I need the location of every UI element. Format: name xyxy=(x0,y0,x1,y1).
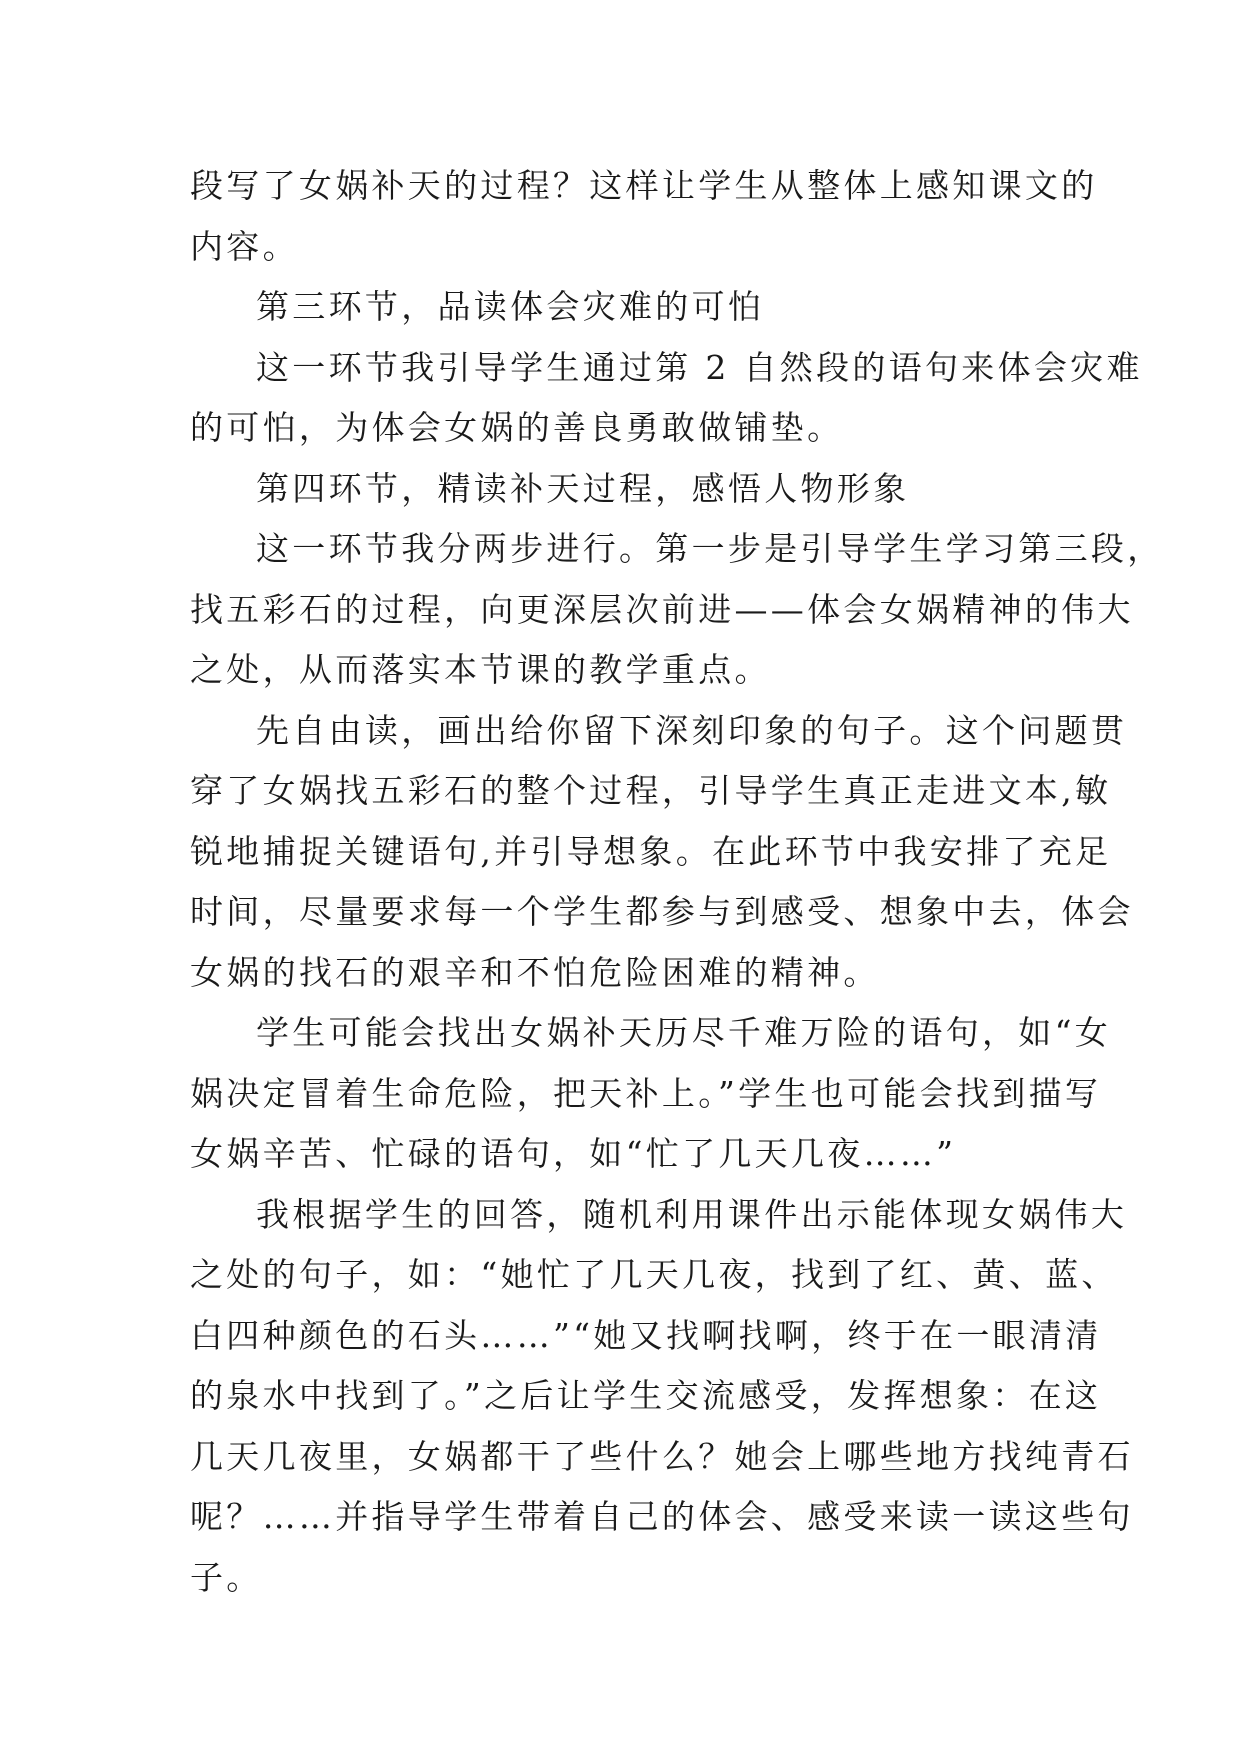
text-line: 内容。 xyxy=(190,226,299,266)
text-line: 呢？……并指导学生带着自己的体会、感受来读一读这些句 xyxy=(190,1497,1134,1536)
text-line: 之处的句子，如：“她忙了几天几夜，找到了红、黄、蓝、 xyxy=(190,1255,1118,1294)
text-line: 我根据学生的回答，随机利用课件出示能体现女娲伟大 xyxy=(256,1194,1128,1234)
text-line: 学生可能会找出女娲补天历尽千难万险的语句，如“女 xyxy=(256,1013,1112,1052)
text-line: 娲决定冒着生命危险，把天补上。”学生也可能会找到描写 xyxy=(190,1073,1102,1113)
text-line: 这一环节我分两步进行。第一步是引导学生学习第三段， xyxy=(256,529,1164,568)
text-line: 这一环节我引导学生通过第 2 自然段的语句来体会灾难 xyxy=(256,347,1143,387)
text-line: 之处，从而落实本节课的教学重点。 xyxy=(190,650,771,689)
text-line: 几天几夜里，女娲都干了些什么？她会上哪些地方找纯青石 xyxy=(190,1436,1134,1476)
text-line: 白四种颜色的石头……”“她又找啊找啊，终于在一眼清清 xyxy=(190,1315,1102,1355)
text-line: 的泉水中找到了。”之后让学生交流感受，发挥想象：在这 xyxy=(190,1376,1102,1415)
text-line: 段写了女娲补天的过程？这样让学生从整体上感知课文的 xyxy=(190,166,1098,205)
text-line: 的可怕，为体会女娲的善良勇敢做铺垫。 xyxy=(190,408,844,447)
text-line: 先自由读，画出给你留下深刻印象的句子。这个问题贯 xyxy=(256,710,1128,750)
text-line: 女娲辛苦、忙碌的语句，如“忙了几天几夜……” xyxy=(190,1134,957,1173)
text-line: 子。 xyxy=(190,1557,263,1597)
text-line: 穿了女娲找五彩石的整个过程，引导学生真正走进文本,敏 xyxy=(190,771,1112,810)
section-heading: 第四环节，精读补天过程，感悟人物形象 xyxy=(256,468,910,508)
text-line: 时间，尽量要求每一个学生都参与到感受、想象中去，体会 xyxy=(190,892,1134,931)
body-text xyxy=(190,156,1164,1608)
text-line: 找五彩石的过程，向更深层次前进——体会女娲精神的伟大 xyxy=(190,589,1134,629)
text-line: 女娲的找石的艰辛和不怕危险困难的精神。 xyxy=(190,952,880,992)
section-heading: 第三环节，品读体会灾难的可怕 xyxy=(256,287,765,326)
text-line: 锐地捕捉关键语句,并引导想象。在此环节中我安排了充足 xyxy=(190,831,1112,871)
